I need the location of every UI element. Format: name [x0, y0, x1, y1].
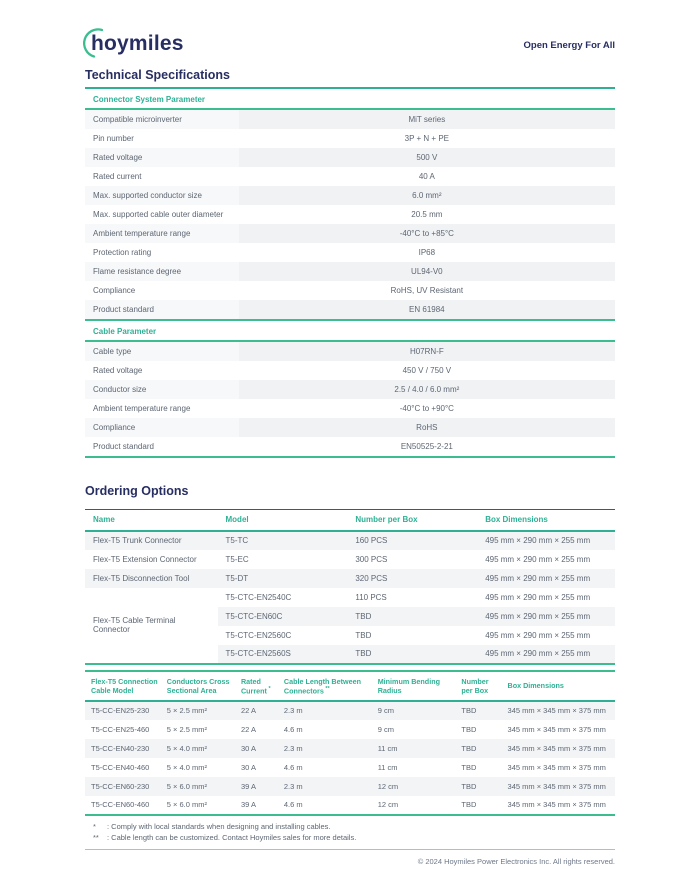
- model-cell: T5-DT: [225, 573, 249, 583]
- data-cell: 345 mm × 345 mm × 375 mm: [507, 706, 606, 716]
- spec-row-label: Product standard: [85, 300, 239, 319]
- spec-row-label: Conductor size: [85, 380, 239, 399]
- footnote-mark: **: [323, 685, 330, 692]
- column-header: Box Dimensions: [477, 510, 615, 531]
- data-cell: 9 cm: [377, 706, 394, 716]
- spec-row-value: 500 V: [239, 148, 615, 167]
- data-cell: 345 mm × 345 mm × 375 mm: [507, 743, 606, 753]
- spec-section-title: Connector System Parameter: [85, 89, 615, 110]
- data-cell: 2.3 m: [283, 781, 303, 791]
- table-row: [85, 550, 615, 569]
- column-header: [235, 671, 278, 701]
- data-cell: 5 × 2.5 mm²: [166, 706, 208, 716]
- box-cell: 495 mm × 290 mm × 255 mm: [485, 611, 591, 621]
- spec-sections: [85, 89, 615, 458]
- data-cell: 2.3 m: [283, 706, 303, 716]
- spec-row-value: RoHS: [239, 418, 615, 437]
- qty-cell: TBD: [355, 611, 372, 621]
- column-header: [502, 671, 615, 701]
- model-cell: T5-CTC-EN2560C: [225, 630, 292, 640]
- spec-row-value: EN50525-2-21: [400, 442, 453, 451]
- data-cell: 5 × 6.0 mm²: [166, 781, 208, 791]
- header-line: Flex-T5 Connection: [91, 676, 158, 686]
- box-cell: 495 mm × 290 mm × 255 mm: [485, 536, 591, 545]
- page-header: [85, 20, 615, 56]
- data-cell: 22 A: [240, 724, 256, 734]
- table-row: [85, 758, 615, 777]
- column-header: [278, 671, 372, 701]
- spec-row-label: Rated voltage: [93, 366, 143, 375]
- spec-row-value: UL94-V0: [239, 262, 615, 281]
- column-header: [372, 671, 456, 701]
- box-cell: 495 mm × 290 mm × 255 mm: [485, 630, 591, 640]
- table-row: [85, 588, 615, 607]
- header-line: Sectional Area: [166, 686, 217, 696]
- spec-row: [85, 361, 615, 380]
- table-row: [85, 531, 615, 550]
- data-cell: 4.6 m: [283, 762, 303, 772]
- spec-row: [85, 300, 615, 319]
- footnote-text: : Comply with local standards when designing and installing cables.: [107, 821, 331, 831]
- data-cell: 345 mm × 345 mm × 375 mm: [507, 724, 606, 734]
- header-line: Box Dimensions: [507, 681, 564, 691]
- spec-row-value: EN 61984: [239, 300, 615, 319]
- data-cell: 2.3 m: [283, 743, 303, 753]
- spec-row: [85, 129, 615, 148]
- footnote-marker: **: [93, 832, 99, 842]
- spec-row: [85, 342, 615, 361]
- header-line: Cable Model: [91, 686, 134, 696]
- logo-text: hoymiles: [91, 32, 184, 55]
- data-cell: T5-CC-EN25-460: [91, 724, 150, 734]
- column-header: [161, 671, 235, 701]
- spec-row: [85, 205, 615, 224]
- spec-row: [85, 399, 615, 418]
- spec-row-value: 40 A: [418, 172, 435, 181]
- data-cell: 4.6 m: [283, 800, 303, 810]
- spec-row: [85, 262, 615, 281]
- spec-row: [85, 380, 615, 399]
- column-header: [85, 671, 161, 701]
- data-cell: 22 A: [240, 706, 256, 716]
- spec-row-label: Rated current: [93, 172, 142, 181]
- header-line: per Box: [461, 686, 489, 696]
- spec-row-label: Max. supported conductor size: [85, 186, 239, 205]
- spec-table: [85, 110, 615, 321]
- brand-tagline: Open Energy For All: [523, 40, 615, 51]
- spec-row-value: 20.5 mm: [411, 210, 443, 219]
- qty-cell: 300 PCS: [355, 554, 388, 564]
- spec-row-label: Rated voltage: [85, 148, 239, 167]
- spec-row-label: Compliance: [93, 286, 136, 295]
- data-cell: 345 mm × 345 mm × 375 mm: [507, 781, 606, 791]
- footnote-marker: *: [93, 821, 96, 831]
- hoymiles-logo: [85, 32, 184, 56]
- header-line: Radius: [377, 686, 402, 696]
- spec-row-label: Flame resistance degree: [85, 262, 239, 281]
- spec-row: [85, 186, 615, 205]
- spec-row-value: -40°C to +85°C: [239, 224, 615, 243]
- column-header: Model: [218, 510, 348, 531]
- spec-row-label: Compliance: [85, 418, 239, 437]
- data-cell: 12 cm: [377, 781, 399, 791]
- name-cell: Flex-T5 Trunk Connector: [93, 536, 182, 545]
- data-cell: 5 × 4.0 mm²: [166, 743, 208, 753]
- spec-row-value: MiT series: [239, 110, 615, 129]
- table-row: [85, 739, 615, 758]
- spec-row-value: 3P + N + PE: [404, 134, 449, 143]
- data-cell: 5 × 6.0 mm²: [166, 800, 208, 810]
- spec-row-label: Ambient temperature range: [93, 404, 191, 413]
- model-cell: T5-TC: [225, 536, 249, 545]
- ordering-heading: Ordering Options: [85, 484, 189, 498]
- model-cell: T5-CTC-EN60C: [225, 611, 283, 621]
- spec-row: [85, 418, 615, 437]
- column-header: Number per Box: [347, 510, 477, 531]
- qty-cell: 160 PCS: [355, 536, 388, 545]
- data-cell: 345 mm × 345 mm × 375 mm: [507, 762, 606, 772]
- table-row: [85, 701, 615, 720]
- data-cell: 30 A: [240, 762, 256, 772]
- data-cell: TBD: [461, 762, 477, 772]
- spec-row-label: Ambient temperature range: [85, 224, 239, 243]
- table-row: [85, 796, 615, 815]
- spec-row: [85, 224, 615, 243]
- data-cell: 39 A: [240, 781, 256, 791]
- spec-row-value: 2.5 / 4.0 / 6.0 mm²: [239, 380, 615, 399]
- data-cell: TBD: [461, 743, 477, 753]
- footnote-mark: *: [266, 685, 271, 692]
- spec-row: [85, 167, 615, 186]
- spec-row-label: Max. supported cable outer diameter: [93, 210, 224, 219]
- data-cell: TBD: [461, 781, 477, 791]
- tech-specs-heading: Technical Specifications: [85, 68, 615, 89]
- spec-row-label: Protection rating: [93, 248, 152, 257]
- data-cell: T5-CC-EN40-230: [91, 743, 150, 753]
- footnotes: [85, 816, 615, 851]
- data-cell: 39 A: [240, 800, 256, 810]
- data-cell: 345 mm × 345 mm × 375 mm: [507, 800, 606, 810]
- spec-row-value: H07RN-F: [239, 342, 615, 361]
- header-line: Number: [461, 676, 489, 686]
- spec-row-value: IP68: [418, 248, 436, 257]
- spec-row: [85, 110, 615, 129]
- data-cell: TBD: [461, 800, 477, 810]
- spec-row-label: Product standard: [93, 442, 154, 451]
- table2-header-row: [85, 671, 615, 701]
- qty-cell: TBD: [355, 649, 372, 658]
- box-cell: 495 mm × 290 mm × 255 mm: [485, 592, 591, 602]
- data-cell: 30 A: [240, 743, 256, 753]
- spec-row: [85, 281, 615, 300]
- data-cell: T5-CC-EN60-460: [91, 800, 150, 810]
- qty-cell: 110 PCS: [355, 592, 387, 602]
- box-cell: 495 mm × 290 mm × 255 mm: [485, 554, 591, 564]
- spec-row-value: -40°C to +90°C: [399, 404, 454, 413]
- merged-name-cell: Flex-T5 Cable Terminal Connector: [85, 588, 218, 664]
- header-line: Minimum Bending: [377, 676, 440, 686]
- spec-row: [85, 437, 615, 456]
- data-cell: T5-CC-EN60-230: [91, 781, 150, 791]
- data-cell: 4.6 m: [283, 724, 303, 734]
- table-row: [85, 777, 615, 796]
- spec-section: [85, 89, 615, 321]
- qty-cell: TBD: [355, 630, 372, 640]
- ordering-table-2: [85, 670, 615, 816]
- spec-row-value: RoHS, UV Resistant: [390, 286, 464, 295]
- table1-header-row: [85, 510, 615, 531]
- ordering-table-1: [85, 509, 615, 665]
- spec-row-label: Cable type: [85, 342, 239, 361]
- footnote-text: : Cable length can be customized. Contact Hoymiles sales for more details.: [107, 832, 357, 842]
- data-cell: 9 cm: [377, 724, 394, 734]
- header-line: Rated: [240, 676, 261, 686]
- column-header: [455, 671, 501, 701]
- spec-section-title: Cable Parameter: [85, 321, 615, 342]
- data-cell: T5-CC-EN25-230: [91, 706, 150, 716]
- data-cell: 12 cm: [377, 800, 399, 810]
- column-header: Name: [85, 510, 218, 531]
- qty-cell: 320 PCS: [355, 573, 388, 583]
- data-cell: 11 cm: [377, 743, 398, 753]
- spec-section: [85, 321, 615, 458]
- data-cell: 5 × 2.5 mm²: [166, 724, 208, 734]
- header-line: Current *: [240, 685, 271, 696]
- copyright: © 2024 Hoymiles Power Electronics Inc. All rights reserved.: [417, 857, 615, 867]
- name-cell: Flex-T5 Extension Connector: [93, 554, 197, 564]
- spec-row-label: Pin number: [93, 134, 134, 143]
- data-cell: TBD: [461, 706, 477, 716]
- header-line: Conductors Cross: [166, 676, 230, 686]
- footnote: [93, 832, 615, 843]
- model-cell: T5-CTC-EN2560S: [225, 649, 291, 658]
- table-row: [85, 569, 615, 588]
- data-cell: 11 cm: [377, 762, 398, 772]
- header-line: Cable Length Between: [283, 676, 361, 686]
- model-cell: T5-EC: [225, 554, 249, 564]
- footnote: [93, 821, 615, 832]
- table-row: [85, 720, 615, 739]
- model-cell: T5-CTC-EN2540C: [225, 592, 292, 602]
- header-line: Connectors **: [283, 685, 330, 696]
- spec-row: [85, 148, 615, 167]
- spec-row-value: 450 V / 750 V: [402, 366, 452, 375]
- spec-row-label: Compatible microinverter: [85, 110, 239, 129]
- box-cell: 495 mm × 290 mm × 255 mm: [485, 649, 591, 658]
- data-cell: TBD: [461, 724, 477, 734]
- spec-row: [85, 243, 615, 262]
- data-cell: T5-CC-EN40-460: [91, 762, 150, 772]
- box-cell: 495 mm × 290 mm × 255 mm: [485, 573, 591, 583]
- spec-table: [85, 342, 615, 458]
- name-cell: Flex-T5 Disconnection Tool: [93, 573, 190, 583]
- spec-row-value: 6.0 mm²: [239, 186, 615, 205]
- data-cell: 5 × 4.0 mm²: [166, 762, 208, 772]
